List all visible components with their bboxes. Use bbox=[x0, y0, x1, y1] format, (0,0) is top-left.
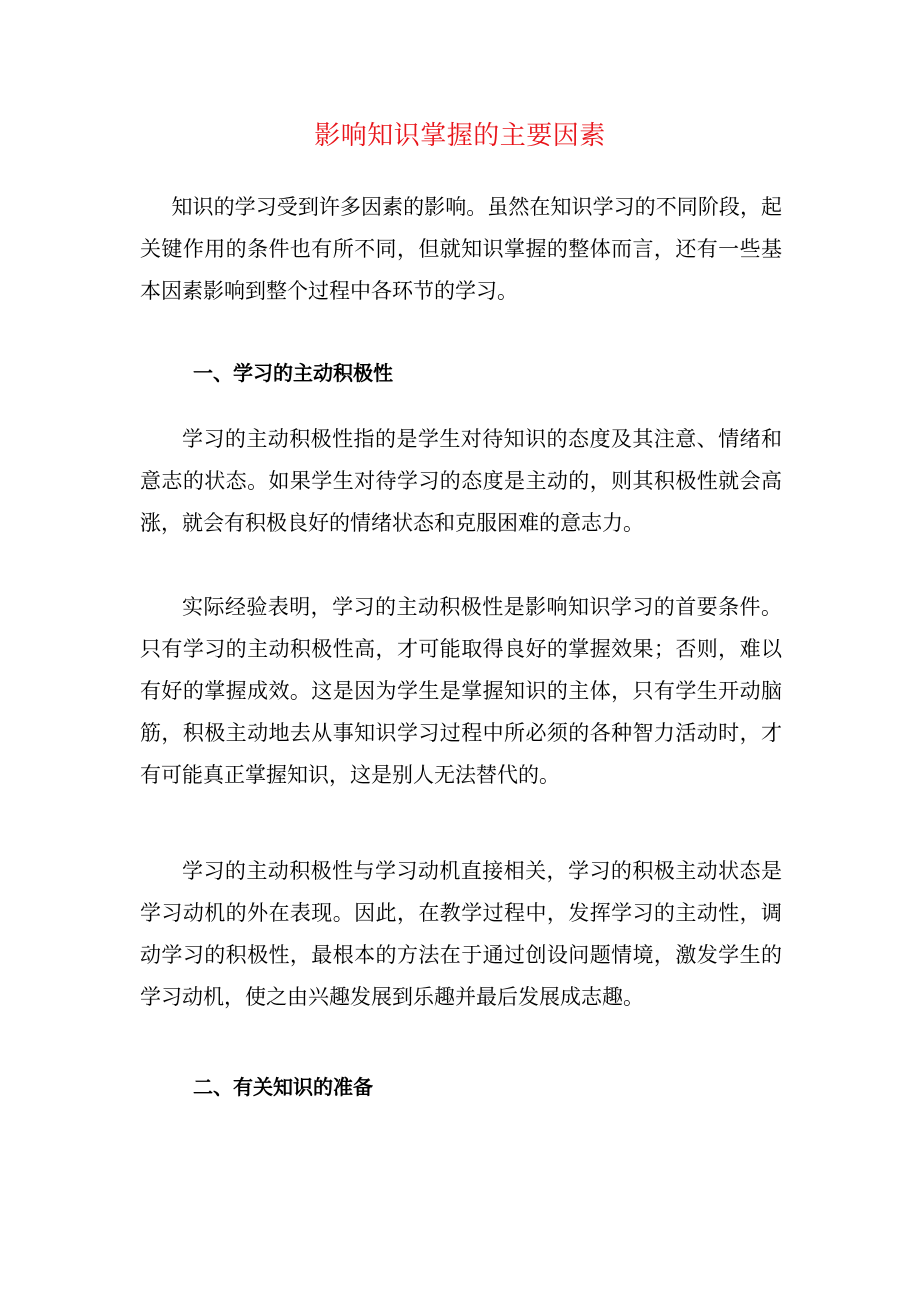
section-1-paragraph-2: 实际经验表明，学习的主动积极性是影响知识学习的首要条件。只有学习的主动积极性高，才可能取得良好的掌握效果；否则，难以有好的掌握成效。这是因为学生是掌握知识的主体，只有学生开动脑筋，积极主动地去从事知识学习过程中所必须的各种智力活动时，才有可能真正掌握知识，这是别人无法替代的。 bbox=[140, 595, 782, 787]
section-1-paragraph-1: 学习的主动积极性指的是学生对待知识的态度及其注意、情绪和意志的状态。如果学生对待学习的态度是主动的，则其积极性就会高涨，就会有积极良好的情绪状态和克服困难的意志力。 bbox=[140, 427, 782, 535]
section-heading-2: 二、有关知识的准备 bbox=[193, 1075, 373, 1099]
document-title: 影响知识掌握的主要因素 bbox=[314, 121, 606, 151]
section-heading-1: 一、学习的主动积极性 bbox=[193, 361, 393, 385]
intro-paragraph: 知识的学习受到许多因素的影响。虽然在知识学习的不同阶段，起关键作用的条件也有所不同，但就知识掌握的整体而言，还有一些基本因素影响到整个过程中各环节的学习。 bbox=[140, 195, 782, 303]
section-1-paragraph-3: 学习的主动积极性与学习动机直接相关，学习的积极主动状态是学习动机的外在表现。因此，在教学过程中，发挥学习的主动性，调动学习的积极性，最根本的方法在于通过创设问题情境，激发学生的学习动机，使之由兴趣发展到乐趣并最后发展成志趣。 bbox=[140, 859, 782, 1009]
